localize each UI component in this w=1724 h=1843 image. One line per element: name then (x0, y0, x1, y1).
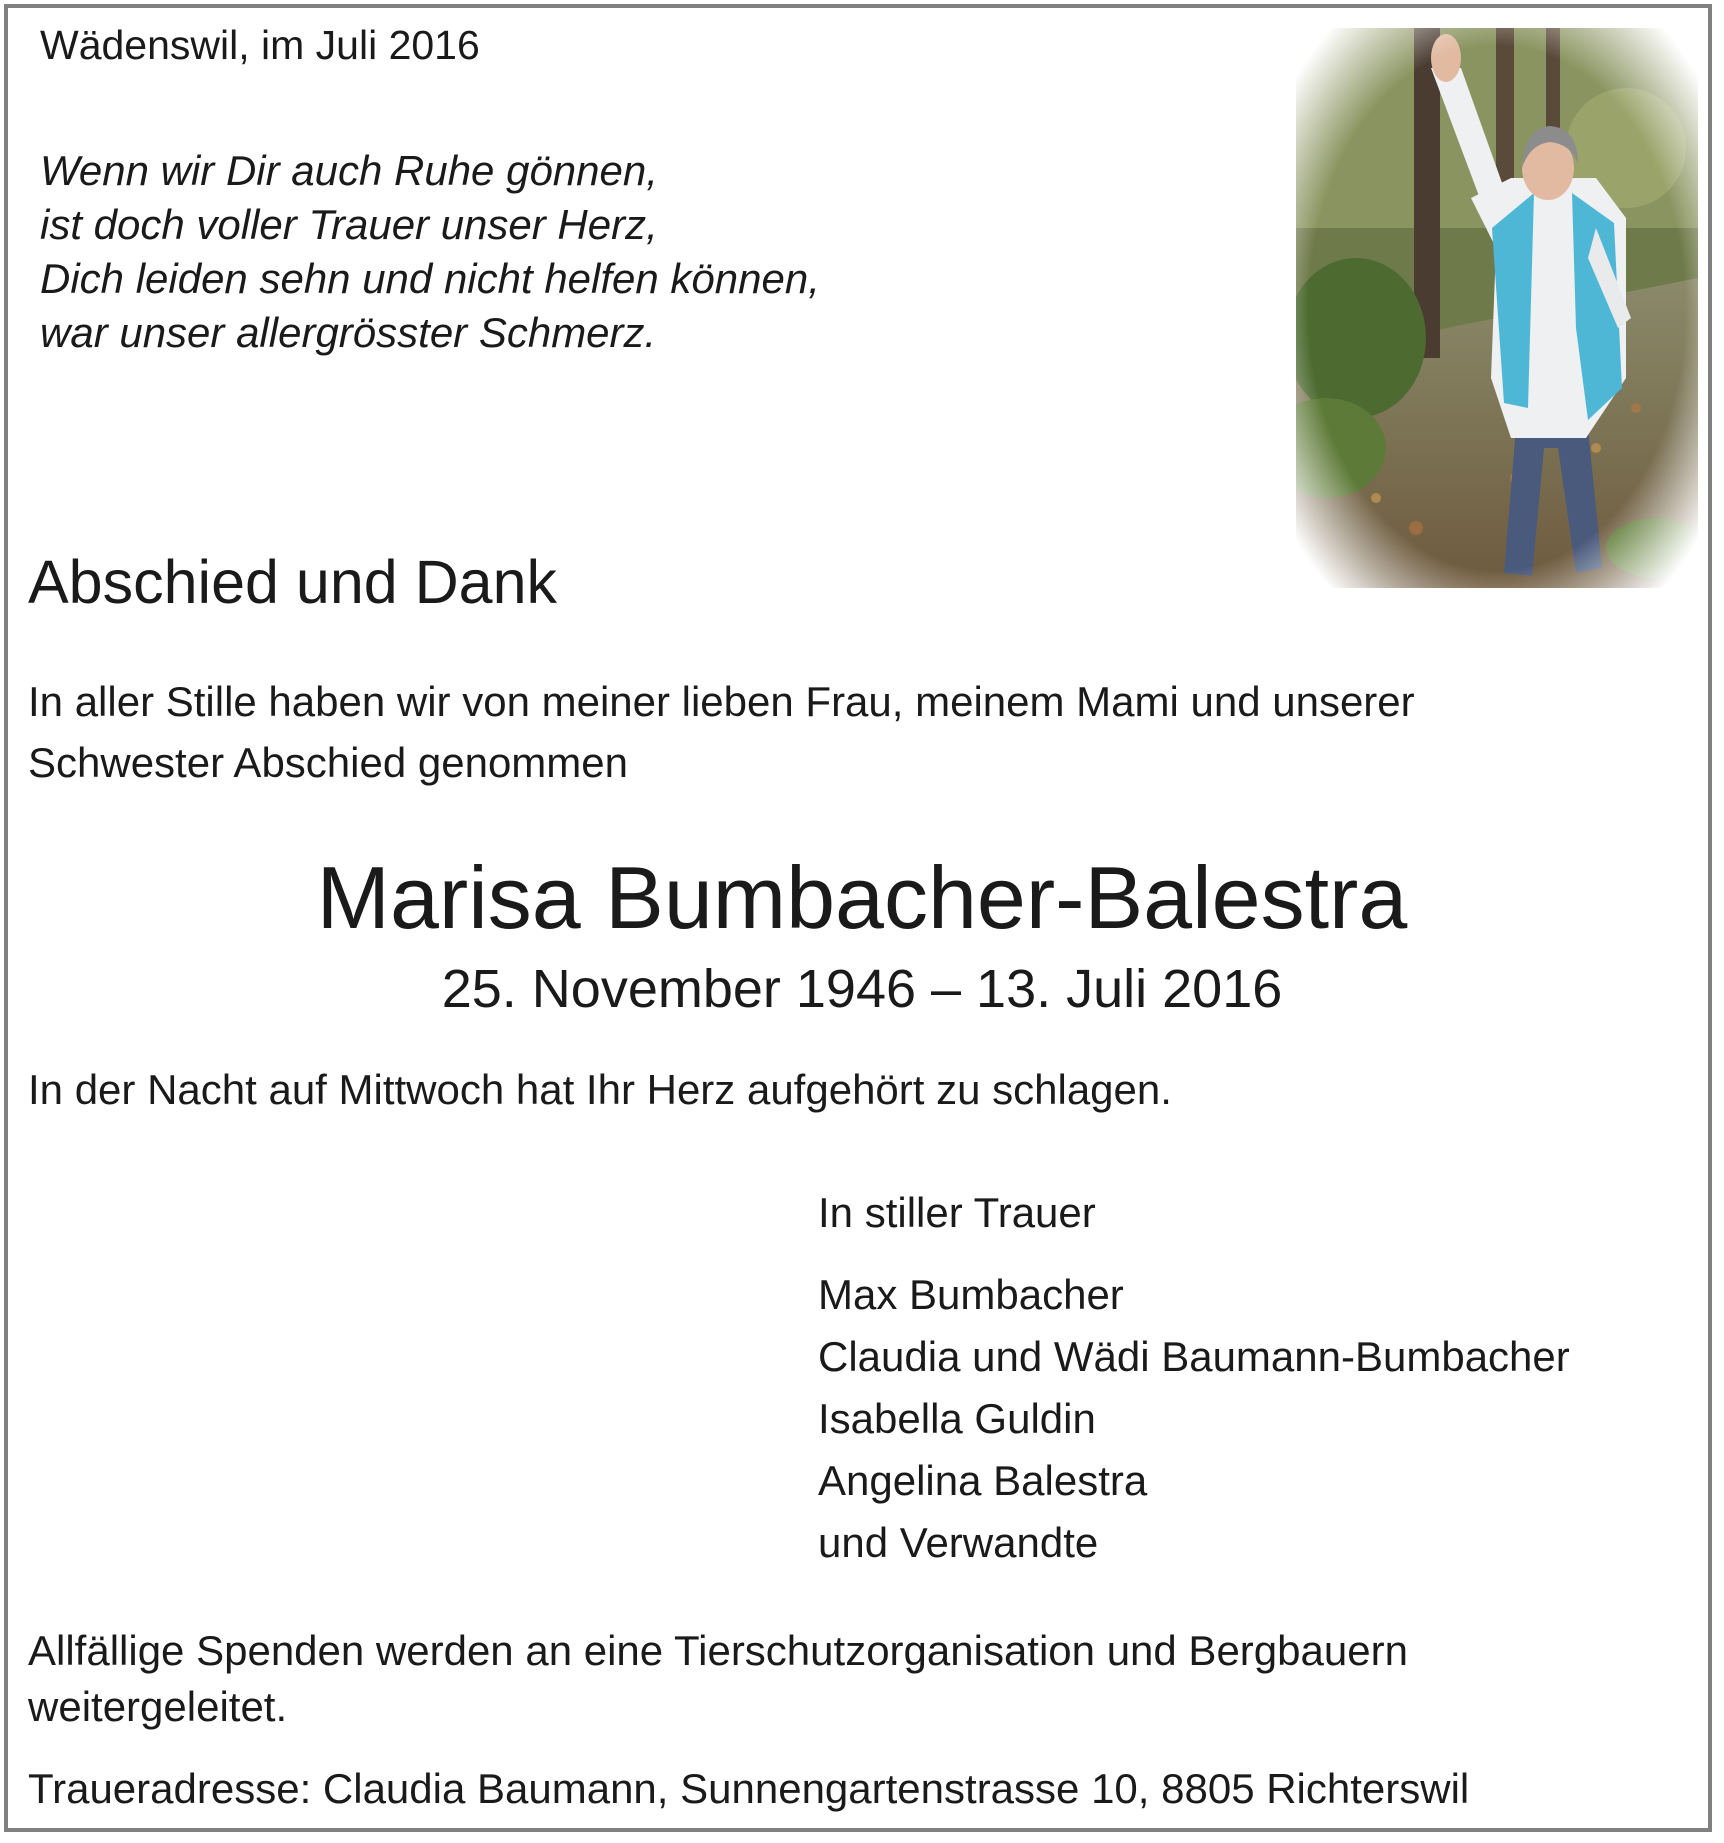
poem (40, 144, 820, 360)
mourner: Max Bumbacher (818, 1271, 1124, 1318)
portrait-photo (1296, 28, 1698, 588)
mourning-address: Traueradresse: Claudia Baumann, Sunnengartenstrasse 10, 8805 Richterswil (28, 1765, 1470, 1812)
poem-line: Dich leiden sehn und nicht helfen können, (40, 255, 820, 302)
mourning-label: In stiller Trauer (818, 1189, 1096, 1236)
donations-line: Allfällige Spenden werden an eine Tierschutzorganisation und Bergbauern (28, 1627, 1408, 1674)
life-dates: 25. November 1946 – 13. Juli 2016 (441, 959, 1283, 1019)
donations-line: weitergeleitet. (28, 1683, 288, 1730)
deceased-name: Marisa Bumbacher-Balestra (316, 848, 1408, 947)
heading: Abschied und Dank (28, 548, 558, 616)
place-date: Wädenswil, im Juli 2016 (40, 22, 480, 68)
mourners-list (818, 1264, 1570, 1574)
poem-line: ist doch voller Trauer unser Herz, (40, 201, 658, 248)
mourner: und Verwandte (818, 1519, 1099, 1566)
intro-text (28, 671, 1415, 793)
donations-text (28, 1623, 1408, 1735)
mourner: Claudia und Wädi Baumann-Bumbacher (818, 1333, 1570, 1380)
poem-line: war unser allergrösster Schmerz. (40, 309, 657, 356)
poem-line: Wenn wir Dir auch Ruhe gönnen, (40, 147, 658, 194)
portrait-image (1296, 28, 1698, 588)
intro-line: Schwester Abschied genommen (28, 739, 628, 786)
night-text: In der Nacht auf Mittwoch hat Ihr Herz aufgehört zu schlagen. (28, 1066, 1172, 1113)
intro-line: In aller Stille haben wir von meiner lieben Frau, meinem Mami und unserer (28, 678, 1415, 725)
mourner: Angelina Balestra (818, 1457, 1148, 1504)
mourner: Isabella Guldin (818, 1395, 1096, 1442)
